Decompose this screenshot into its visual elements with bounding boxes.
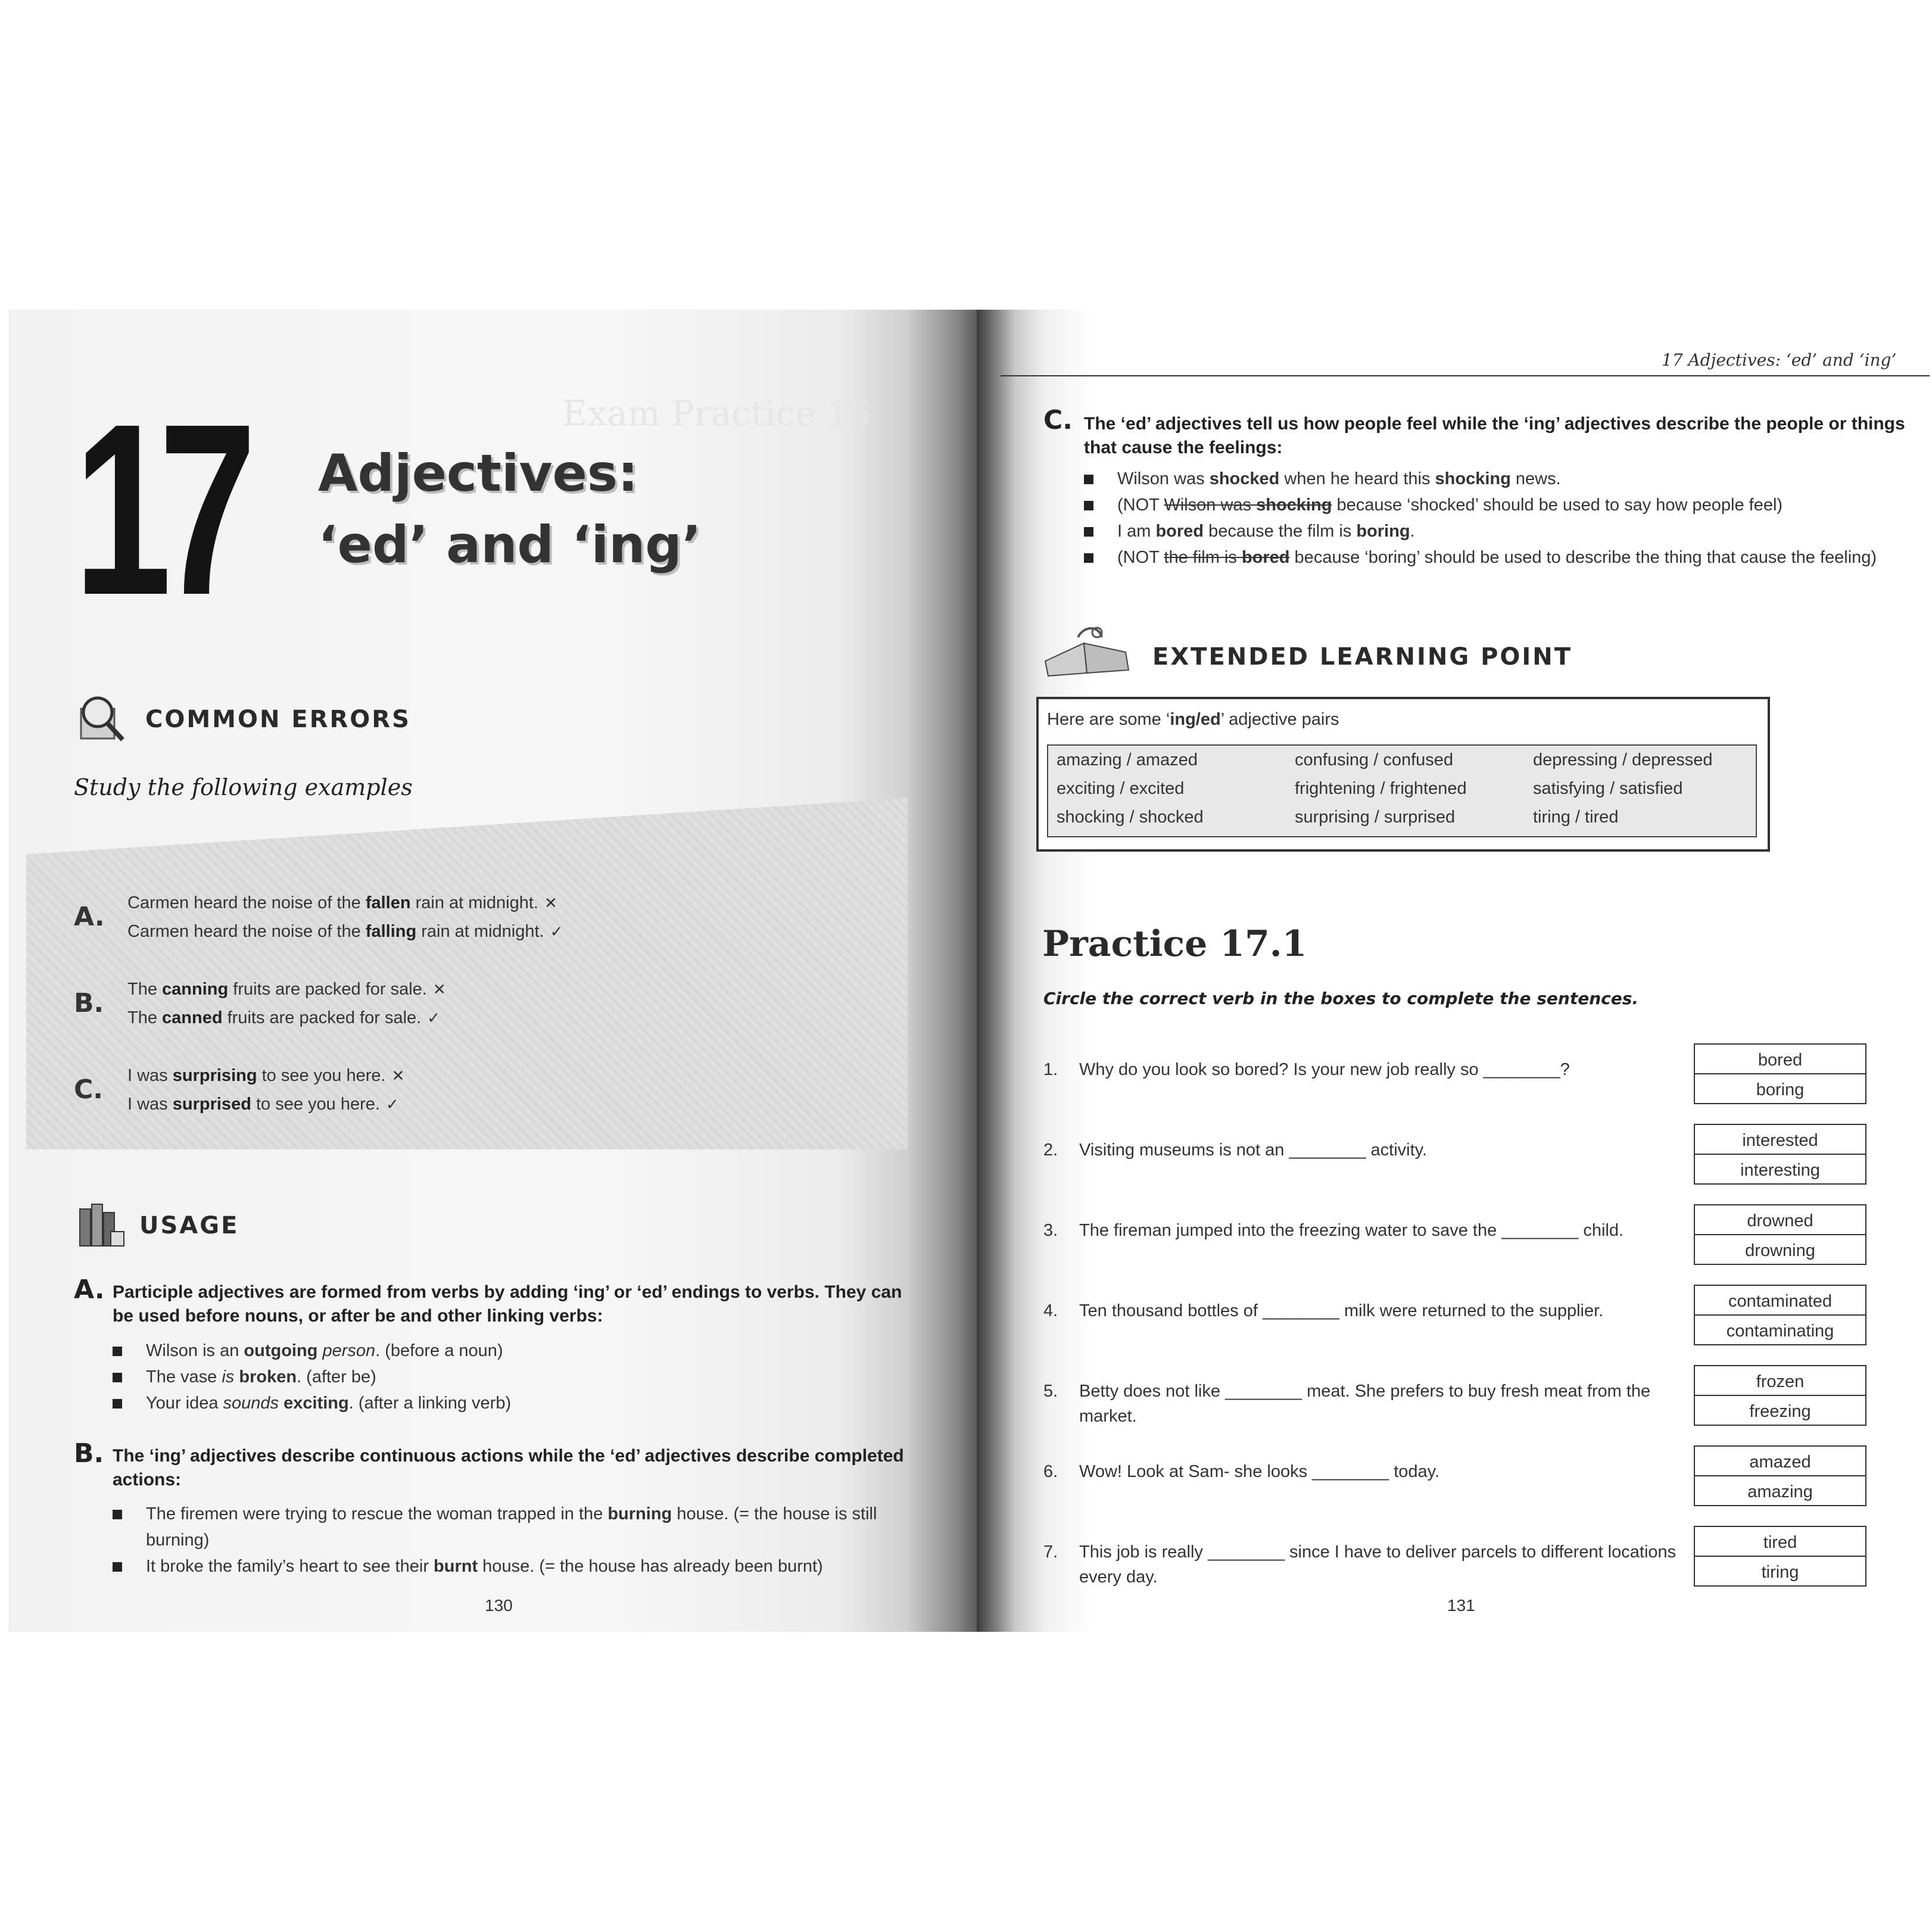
practice-title: Practice 17.1	[1042, 923, 1307, 965]
options-box-2	[1694, 1124, 1866, 1185]
list-item: Your idea sounds exciting. (after a linking verb)	[113, 1390, 511, 1416]
usage-a-bullets	[113, 1338, 511, 1416]
list-item: I am bored because the film is boring.	[1084, 518, 1877, 544]
check-icon: ✓	[427, 1009, 441, 1027]
bullet-square-icon	[1084, 553, 1093, 563]
cross-icon: ✕	[432, 980, 446, 998]
options-box-6	[1694, 1445, 1866, 1506]
bullet-square-icon	[113, 1347, 122, 1356]
option-1b[interactable]: boring	[1756, 1080, 1805, 1099]
option-4b[interactable]: contaminating	[1726, 1322, 1834, 1341]
error-letter-c: C.	[74, 1074, 104, 1105]
table-cell: exciting / excited	[1057, 779, 1185, 798]
study-subheading: Study the following examples	[74, 774, 413, 800]
bullet-square-icon	[1084, 527, 1093, 537]
bullet-square-icon	[113, 1510, 122, 1519]
question-5: 5. Betty does not like ________ meat. She prefers to buy fresh meat from the market.	[1043, 1382, 1651, 1426]
bullet-square-icon	[113, 1562, 122, 1572]
bullet-square-icon	[1084, 501, 1093, 510]
option-2b[interactable]: interesting	[1740, 1161, 1820, 1180]
error-wrong-a: Carmen heard the noise of the fallen rain at midnight. ✕	[127, 893, 557, 912]
table-cell: frightening / frightened	[1295, 779, 1467, 798]
magnifier-icon	[74, 691, 127, 744]
list-item: The vase is broken. (after be)	[113, 1364, 511, 1390]
left-page	[8, 310, 985, 1632]
bullet-square-icon	[1084, 475, 1093, 484]
error-wrong-b: The canning fruits are packed for sale. ✕	[127, 980, 446, 999]
books-icon	[74, 1197, 127, 1251]
check-icon: ✓	[550, 923, 563, 940]
check-icon: ✓	[385, 1095, 399, 1113]
list-item: Wilson was shocked when he heard this shocking news.	[1084, 466, 1877, 492]
table-cell: shocking / shocked	[1057, 808, 1204, 827]
question-3: 3. The fireman jumped into the freezing water to save the ________ child.	[1043, 1221, 1624, 1240]
list-item: Wilson is an outgoing person. (before a noun)	[113, 1338, 511, 1364]
chapter-number: 17	[74, 373, 244, 646]
options-box-4	[1694, 1285, 1866, 1345]
header-rule	[1001, 375, 1930, 376]
cross-icon: ✕	[544, 894, 557, 912]
options-box-7	[1694, 1526, 1866, 1587]
usage-b-text: The ‘ing’ adjectives describe continuous actions while the ‘ed’ adjectives describe completed actions:	[113, 1446, 904, 1489]
question-1: 1. Why do you look so bored? Is your new job really so ________?	[1043, 1060, 1570, 1079]
option-1a[interactable]: bored	[1695, 1045, 1865, 1074]
chapter-title	[318, 438, 702, 581]
error-letter-b: B.	[74, 988, 104, 1018]
error-wrong-c: I was surprising to see you here. ✕	[127, 1066, 405, 1085]
section-c-bullets	[1084, 466, 1877, 571]
question-2: 2. Visiting museums is not an ________ activity.	[1043, 1140, 1428, 1160]
option-5a[interactable]: frozen	[1695, 1366, 1865, 1396]
section-c-text: The ‘ed’ adjectives tell us how people feel while the ‘ing’ adjectives describe the people or things that cause the feelings:	[1084, 414, 1905, 457]
usage-letter-b: B.	[74, 1438, 104, 1469]
usage-heading: USAGE	[139, 1212, 239, 1239]
usage-a-text: Participle adjectives are formed from verbs by adding ‘ing’ or ‘ed’ endings to verbs. They can be used before nouns, or after be and other linking verbs:	[113, 1282, 902, 1326]
ghost-text: Exam Practice 16	[562, 393, 871, 434]
question-6: 6. Wow! Look at Sam- she looks ________ today.	[1043, 1462, 1440, 1481]
table-cell: tiring / tired	[1533, 808, 1619, 827]
page-number-right: 131	[1447, 1596, 1475, 1615]
option-6a[interactable]: amazed	[1695, 1447, 1865, 1476]
option-2a[interactable]: interested	[1695, 1125, 1865, 1155]
extended-box	[1036, 697, 1770, 852]
options-box-5	[1694, 1365, 1866, 1426]
page-number-left: 130	[485, 1596, 513, 1615]
extended-heading: EXTENDED LEARNING POINT	[1152, 643, 1573, 671]
extended-intro: Here are some ‘ing/ed’ adjective pairs	[1047, 710, 1339, 729]
chapter-title-line2: ‘ed’ and ‘ing’	[318, 515, 702, 575]
list-item: The firemen were trying to rescue the woman trapped in the burning house. (= the house is still burning)	[113, 1501, 911, 1553]
open-book-icon	[1042, 619, 1132, 679]
usage-letter-a: A.	[74, 1275, 105, 1305]
option-5b[interactable]: freezing	[1749, 1402, 1811, 1421]
options-box-1	[1694, 1043, 1866, 1104]
table-cell: depressing / depressed	[1533, 750, 1713, 769]
usage-b-bullets	[113, 1501, 911, 1579]
option-7b[interactable]: tiring	[1761, 1563, 1799, 1582]
right-page	[977, 310, 1932, 1632]
option-6b[interactable]: amazing	[1747, 1482, 1813, 1501]
list-item: It broke the family’s heart to see their burnt house. (= the house has already been burnt)	[113, 1553, 911, 1579]
table-cell: amazing / amazed	[1057, 750, 1198, 769]
options-box-3	[1694, 1204, 1866, 1265]
error-right-a: Carmen heard the noise of the falling rain at midnight. ✓	[127, 922, 563, 941]
running-head: 17 Adjectives: ‘ed’ and ‘ing’	[1662, 350, 1897, 370]
cross-icon: ✕	[391, 1067, 405, 1085]
bullet-square-icon	[113, 1399, 122, 1409]
option-7a[interactable]: tired	[1695, 1527, 1865, 1557]
pairs-table	[1047, 744, 1757, 837]
question-4: 4. Ten thousand bottles of ________ milk were returned to the supplier.	[1043, 1301, 1604, 1320]
section-letter-c: C.	[1043, 405, 1073, 435]
practice-instruction: Circle the correct verb in the boxes to complete the sentences.	[1043, 989, 1639, 1008]
option-4a[interactable]: contaminated	[1695, 1286, 1865, 1316]
error-letter-a: A.	[74, 902, 105, 932]
chapter-title-line1: Adjectives:	[318, 444, 638, 503]
option-3b[interactable]: drowning	[1745, 1241, 1815, 1260]
bullet-square-icon	[113, 1373, 122, 1382]
list-item: (NOT Wilson was shocking because ‘shocked’ should be used to say how people feel)	[1084, 492, 1877, 518]
list-item: (NOT the film is bored because ‘boring’ should be used to describe the thing that cause the feeling)	[1084, 544, 1877, 571]
question-7: 7. This job is really ________ since I have to deliver parcels to different locations every day.	[1043, 1543, 1677, 1587]
table-cell: surprising / surprised	[1295, 808, 1456, 827]
common-errors-heading: COMMON ERRORS	[145, 706, 411, 733]
error-right-b: The canned fruits are packed for sale. ✓	[127, 1008, 441, 1027]
table-cell: satisfying / satisfied	[1533, 779, 1683, 798]
table-cell: confusing / confused	[1295, 750, 1454, 769]
option-3a[interactable]: drowned	[1695, 1205, 1865, 1235]
error-right-c: I was surprised to see you here. ✓	[127, 1095, 399, 1114]
